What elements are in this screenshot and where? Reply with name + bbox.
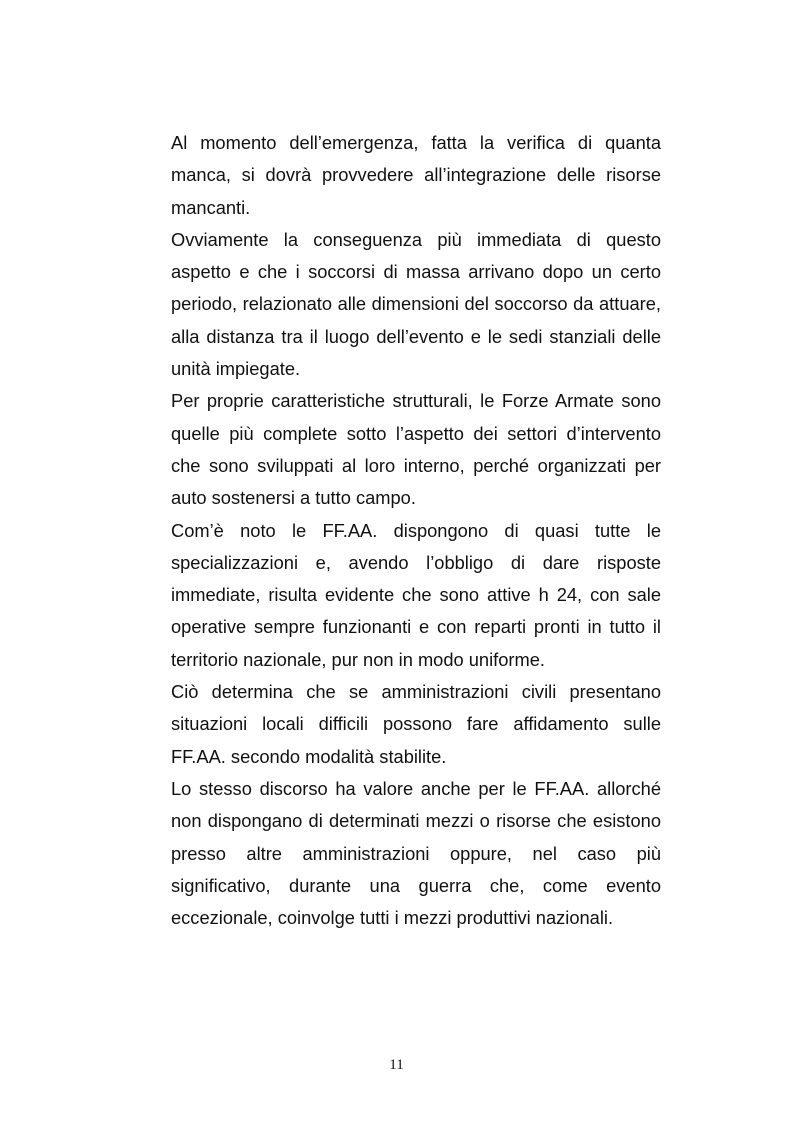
paragraph-emergenza: Al momento dell’emergenza, fatta la verifica di quanta manca, si dovrà provvedere all’integrazione delle risorse mancanti. (171, 132, 661, 218)
body-text (171, 127, 661, 934)
paragraph-specializzazioni: Com’è noto le FF.AA. dispongono di quasi tutte le specializzazioni e, avendo l’obbligo di dare risposte immediate, risulta evidente che sono attive h 24, con sale operative sempre funzionanti e con reparti pronti in tutto il territorio nazionale, pur non in modo uniforme. (171, 519, 661, 670)
paragraph-amministrazioni-civili: Ciò determina che se amministrazioni civili presentano situazioni locali difficili possono fare affidamento sulle FF.AA. secondo modalità stabilite. (171, 681, 661, 767)
page-number: 11 (389, 1057, 404, 1073)
paragraph-stesso-discorso: Lo stesso discorso ha valore anche per le FF.AA. allorché non dispongano di determinati mezzi o risorse che esistono presso altre amministrazioni oppure, nel caso più significativo, durante una guerra che, come evento eccezionale, coinvolge tutti i mezzi produttivi nazionali. (171, 777, 661, 929)
paragraph-forze-armate: Per proprie caratteristiche strutturali, le Forze Armate sono quelle più complete sotto l’aspetto dei settori d’intervento che sono sviluppati al loro interno, perché organizzati per auto sostenersi a tutto campo. (171, 390, 661, 509)
paragraph-conseguenza: Ovviamente la conseguenza più immediata di questo aspetto e che i soccorsi di massa arrivano dopo un certo periodo, relazionato alle dimensioni del soccorso da attuare, alla distanza tra il luogo dell’evento e le sedi stanziali delle unità impiegate. (171, 228, 661, 380)
